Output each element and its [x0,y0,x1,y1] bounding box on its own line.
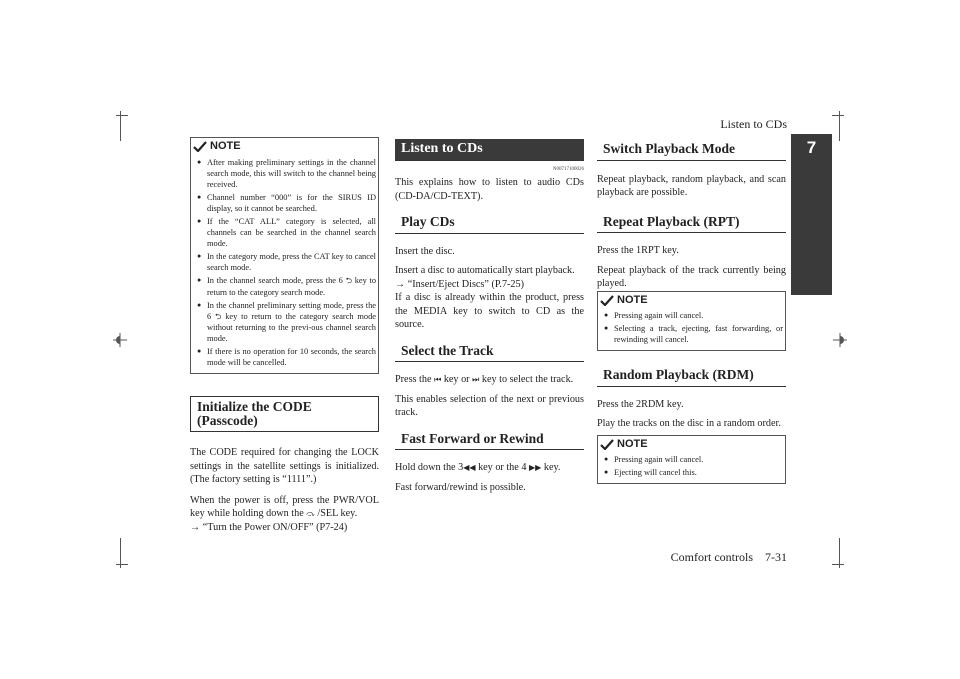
note-label: NOTE [600,438,783,452]
note-pen-icon [600,295,614,306]
subheading-fast-forward-rewind: Fast Forward or Rewind [395,429,584,451]
left-column [190,137,379,534]
note-box-channel-search [190,137,379,374]
note-pen-icon [193,141,207,152]
knob-arrow-icon: ⤼ [306,509,315,519]
body-text: This enables selection of the next or previous track. [395,393,584,418]
note-item: ● If the “CAT ALL” category is selected, all channels can be searched in the channel search mode. [197,216,376,249]
section-heading-initialize-code: Initialize the CODE (Passcode) [190,396,379,432]
note-item: ● Ejecting will cancel this. [604,467,783,478]
previous-track-icon: ⏮ [434,375,442,384]
section-heading-switch-playback: Switch Playback Mode [597,139,786,161]
registration-mark-left-icon [113,333,127,347]
body-text: This explains how to listen to audio CDs (CD-DA/CD-TEXT). [395,177,584,202]
note-item: ● In the channel preliminary setting mode, press the 6 ⮌ key to return to the category search mode without returning to the previ-ous channel search mode. [197,300,376,344]
body-text: Press the 2RDM key. [597,398,684,410]
note-item: ● In the category mode, press the CAT key to cancel search mode. [197,251,376,273]
body-text: Repeat playback of the track currently being played. [597,264,786,289]
note-label: NOTE [193,140,376,154]
note-item: ● After making preliminary settings in the channel search mode, this will switch to the channel being received. [197,157,376,190]
note-pen-icon [600,439,614,450]
subheading-play-cds: Play CDs [395,212,584,234]
note-box-repeat [597,291,786,352]
body-text: Play the tracks on the disc in a random order. [597,418,781,430]
cross-reference: → “Turn the Power ON/OFF” (P7-24) [190,521,348,533]
rewind-icon: ◀◀ [463,463,476,472]
next-track-icon: ⏭ [472,375,480,384]
registration-mark-right-icon [833,333,847,347]
body-text: Hold down the 3◀◀ key or the 4 ▶▶ key. [395,462,561,473]
body-text: Press the 1RPT key. [597,245,679,256]
middle-column [395,139,584,494]
chapter-tab [791,134,832,295]
note-item: ● Channel number “000” is for the SIRUS ID display, so it cannot be searched. [197,192,376,214]
page-footer: Comfort controls 7-31 [670,550,787,564]
page-header-title: Listen to CDs [720,117,787,131]
note-label: NOTE [600,294,783,308]
section-code: N00717100026 [552,166,584,172]
section-heading-listen-to-cds: Listen to CDs [395,139,584,161]
cross-reference: → “Insert/Eject Discs” (P.7-25) [395,278,525,290]
note-item: ● Selecting a track, ejecting, fast forwarding, or rewinding will cancel. [604,323,783,345]
fast-forward-icon: ▶▶ [529,463,542,472]
right-column [597,139,786,484]
return-arrow-icon: ⮌ [215,311,222,321]
body-text: When the power is off, press the PWR/VOL key while holding down the ⤼ /SEL key. [190,494,379,520]
body-text: Press the ⏮ key or ⏭ key to select the track. [395,374,574,385]
body-text: If a disc is already within the product, press the MEDIA key to switch to CD as the source. [395,292,584,330]
note-item: ● In the channel search mode, press the 6 ⮌ key to return to the category search mode. [197,275,376,297]
body-text: The CODE required for changing the LOCK settings in the satellite settings is initialized. (The factory setting is “1111”.) [190,447,379,486]
chapter-number: 7 [806,138,817,157]
note-item: ● Pressing again will cancel. [604,454,783,465]
return-arrow-icon: ⮌ [345,276,352,286]
body-text: Insert a disc to automatically start playback. [395,265,575,276]
subheading-repeat-playback: Repeat Playback (RPT) [597,212,786,234]
subheading-select-track: Select the Track [395,341,584,363]
note-item: ● Pressing again will cancel. [604,310,783,321]
body-text: Repeat playback, random playback, and scan playback are possible. [597,173,786,198]
body-text: Fast forward/rewind is possible. [395,481,526,493]
body-text: Insert the disc. [395,245,455,257]
subheading-random-playback: Random Playback (RDM) [597,365,786,387]
note-box-random [597,435,786,485]
note-item: ● If there is no operation for 10 seconds, the search mode will be cancelled. [197,346,376,368]
